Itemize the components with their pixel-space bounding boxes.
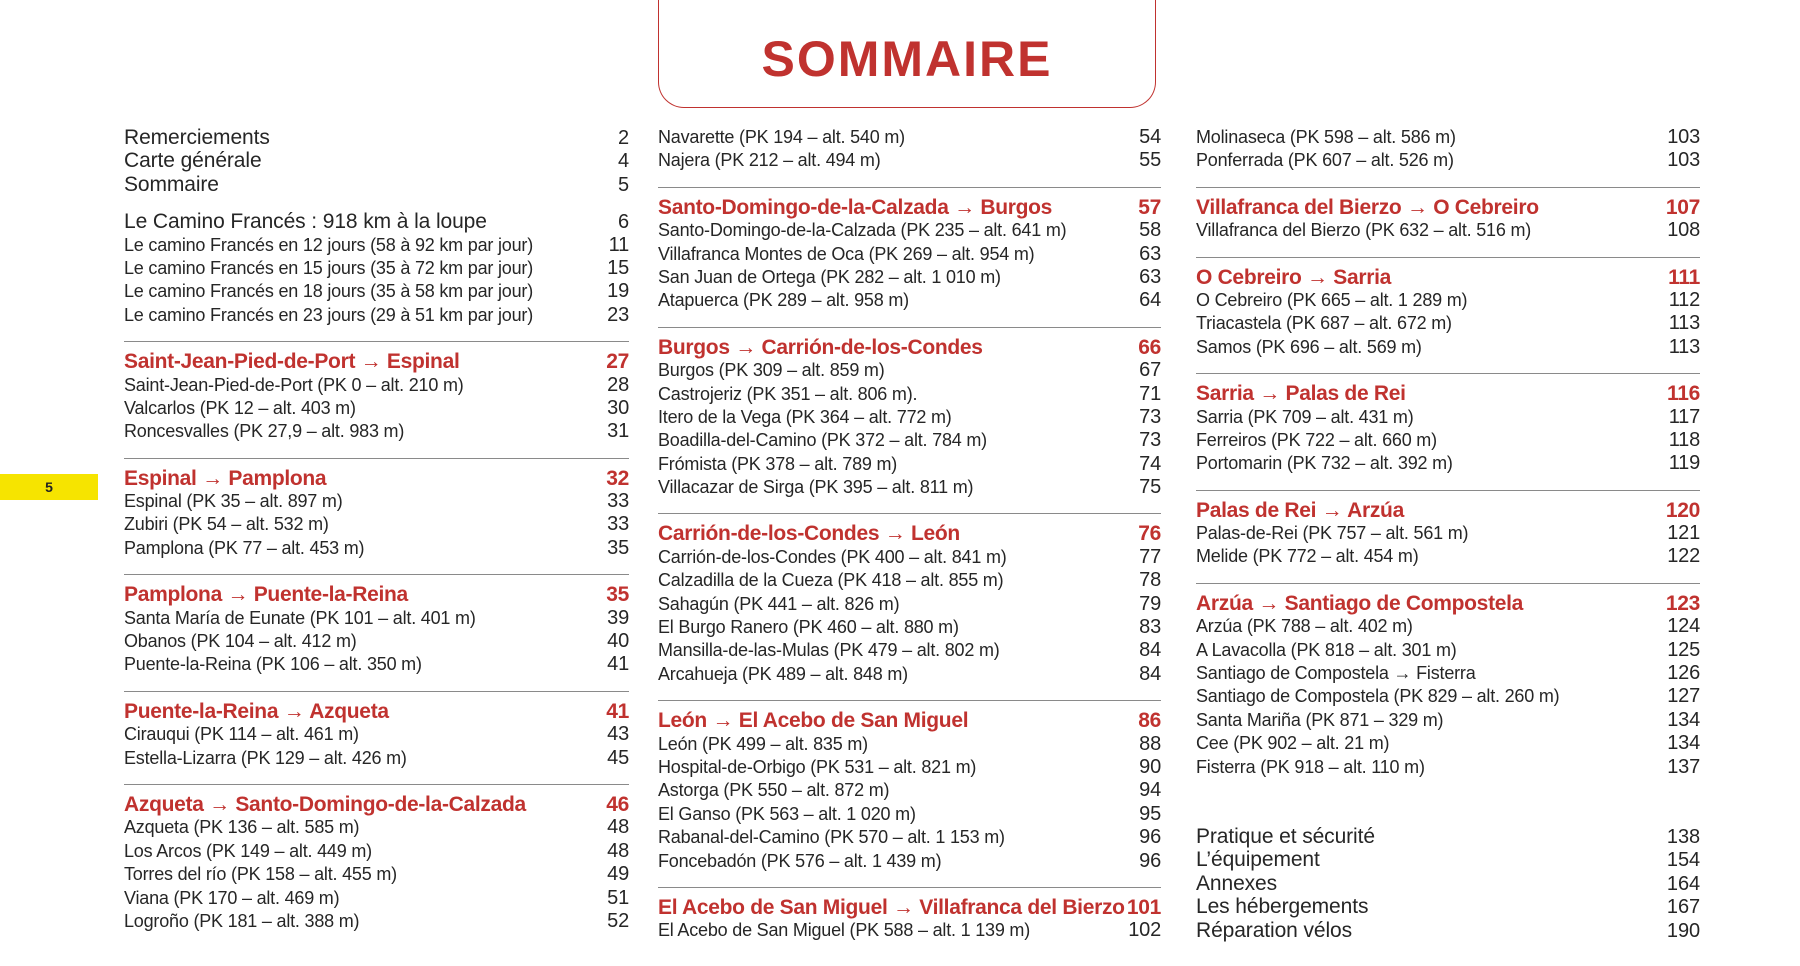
toc-entry-page: 134: [1667, 732, 1700, 755]
toc-entry-page: 40: [607, 630, 629, 653]
toc-entry-page: 167: [1666, 896, 1700, 919]
toc-entry[interactable]: [658, 569, 1161, 592]
toc-entry-label: L’équipement: [1196, 848, 1320, 872]
toc-entry-page: 117: [1668, 405, 1700, 428]
toc-entry-page: 122: [1667, 545, 1700, 568]
toc-section: [1196, 187, 1700, 243]
toc-entry-label: Melide (PK 772 – alt. 454 m): [1196, 546, 1419, 567]
toc-section: [1196, 490, 1700, 569]
toc-entry-label: Itero de la Vega (PK 364 – alt. 772 m): [658, 406, 952, 427]
toc-entry[interactable]: [1196, 732, 1700, 755]
toc-entry-page: 119: [1668, 452, 1700, 475]
toc-entry[interactable]: [1196, 289, 1700, 312]
toc-entry-label: El Ganso (PK 563 – alt. 1 020 m): [658, 803, 916, 824]
toc-entry-label: Astorga (PK 550 – alt. 872 m): [658, 780, 890, 801]
toc-entry-label: Santa María de Eunate (PK 101 – alt. 401 m): [124, 607, 476, 628]
toc-entry-page: 121: [1667, 522, 1700, 545]
toc-entry[interactable]: [124, 149, 629, 172]
toc-entry[interactable]: [1196, 872, 1700, 895]
toc-entry-page: 15: [607, 256, 629, 279]
toc-section-heading[interactable]: [124, 793, 629, 816]
toc-entry-page: 127: [1667, 685, 1700, 708]
toc-entry-label: Puente-la-Reina → Azqueta: [124, 699, 389, 723]
toc-entry[interactable]: [124, 653, 629, 676]
toc-entry-page: 103: [1667, 149, 1700, 172]
toc-group: [658, 126, 1161, 173]
toc-entry[interactable]: [658, 429, 1161, 452]
toc-entry[interactable]: [124, 173, 629, 196]
toc-entry-page: 54: [1139, 126, 1161, 148]
toc-group: [1196, 825, 1700, 942]
toc-entry-label: Sarria (PK 709 – alt. 431 m): [1196, 406, 1414, 427]
toc-entry[interactable]: [658, 289, 1161, 312]
toc-entry-label: Atapuerca (PK 289 – alt. 958 m): [658, 290, 909, 311]
toc-entry-page: 76: [1138, 522, 1161, 546]
toc-entry-page: 30: [607, 396, 629, 419]
toc-section-heading[interactable]: [658, 196, 1161, 219]
toc-entry-label: Valcarlos (PK 12 – alt. 403 m): [124, 397, 356, 418]
toc-section: [658, 887, 1161, 943]
toc-entry[interactable]: [658, 639, 1161, 662]
toc-section-heading[interactable]: [124, 583, 629, 606]
toc-entry[interactable]: [124, 910, 629, 933]
toc-entry[interactable]: [124, 747, 629, 770]
toc-entry[interactable]: [658, 779, 1161, 802]
toc-entry-label: Molinaseca (PK 598 – alt. 586 m): [1196, 127, 1456, 147]
toc-entry-label: Le Camino Francés : 918 km à la loupe: [124, 210, 487, 234]
toc-section-heading[interactable]: [658, 896, 1161, 919]
toc-entry[interactable]: [124, 397, 629, 420]
toc-entry-label: Mansilla-de-las-Mulas (PK 479 – alt. 802 m): [658, 640, 1000, 661]
toc-entry-label: Viana (PK 170 – alt. 469 m): [124, 887, 340, 908]
toc-entry-label: Castrojeriz (PK 351 – alt. 806 m).: [658, 383, 918, 404]
toc-entry[interactable]: [1196, 685, 1700, 708]
toc-entry-label: Puente-la-Reina (PK 106 – alt. 350 m): [124, 654, 422, 675]
toc-section-heading[interactable]: [658, 709, 1161, 732]
title-banner: [658, 0, 1156, 108]
toc-entry[interactable]: [658, 826, 1161, 849]
toc-entry-page: 125: [1667, 638, 1700, 661]
toc-entry-page: 137: [1667, 755, 1700, 778]
toc-section-heading[interactable]: [124, 350, 629, 373]
toc-entry[interactable]: [658, 453, 1161, 476]
toc-section: [124, 574, 629, 677]
toc-entry-page: 33: [607, 490, 629, 513]
toc-section: [1196, 583, 1700, 779]
toc-entry-label: Arcahueja (PK 489 – alt. 848 m): [658, 663, 908, 684]
toc-entry[interactable]: [124, 607, 629, 630]
toc-entry[interactable]: [124, 630, 629, 653]
toc-entry-page: 84: [1139, 639, 1161, 662]
toc-entry-label: Le camino Francés en 12 jours (58 à 92 km par jour): [124, 234, 534, 255]
toc-entry[interactable]: [1196, 219, 1700, 242]
toc-entry-page: 55: [1139, 149, 1161, 172]
toc-entry-label: Carrión-de-los-Condes (PK 400 – alt. 841 m): [658, 546, 1007, 567]
toc-entry[interactable]: [1196, 545, 1700, 568]
toc-entry-page: 58: [1139, 219, 1161, 242]
page-number-tab: [0, 474, 98, 500]
toc-entry-label: Carte générale: [124, 149, 262, 173]
toc-entry[interactable]: [124, 234, 629, 257]
toc-entry-page: 48: [607, 839, 629, 862]
toc-entry-page: 51: [607, 886, 629, 909]
toc-entry[interactable]: [1196, 452, 1700, 475]
toc-entry-page: 88: [1139, 732, 1161, 755]
toc-entry-page: 27: [606, 350, 629, 374]
toc-entry-label: Palas de Rei → Arzúa: [1196, 498, 1404, 522]
toc-entry-label: Frómista (PK 378 – alt. 789 m): [658, 453, 898, 474]
toc-entry[interactable]: [658, 406, 1161, 429]
toc-entry-page: 35: [607, 536, 629, 559]
toc-section-heading[interactable]: [1196, 382, 1700, 405]
toc-entry-page: 39: [607, 606, 629, 629]
toc-entry[interactable]: [124, 723, 629, 746]
toc-section: [1196, 373, 1700, 476]
toc-entry-label: Roncesvalles (PK 27,9 – alt. 983 m): [124, 421, 405, 442]
toc-entry-label: Espinal (PK 35 – alt. 897 m): [124, 491, 343, 512]
toc-entry-page: 64: [1139, 289, 1161, 312]
toc-entry-page: 4: [617, 150, 629, 173]
toc-entry-label: Cirauqui (PK 114 – alt. 461 m): [124, 724, 359, 745]
toc-entry-page: 102: [1128, 919, 1161, 942]
toc-entry[interactable]: [658, 149, 1161, 172]
toc-entry-page: 138: [1666, 825, 1700, 848]
toc-entry-label: El Acebo de San Miguel → Villafranca del Bierzo: [658, 895, 1125, 919]
toc-entry-page: 154: [1666, 849, 1700, 872]
toc-entry[interactable]: [658, 919, 1161, 942]
toc-entry[interactable]: [124, 816, 629, 839]
toc-entry-page: 107: [1665, 195, 1700, 219]
toc-entry-page: 94: [1139, 779, 1161, 802]
toc-entry-page: 86: [1138, 709, 1161, 733]
toc-entry-label: Samos (PK 696 – alt. 569 m): [1196, 336, 1422, 357]
toc-entry-page: 63: [1139, 242, 1161, 265]
toc-entry[interactable]: [658, 266, 1161, 289]
toc-entry-page: 116: [1667, 382, 1700, 406]
toc-entry-page: 48: [607, 816, 629, 839]
toc-entry[interactable]: [124, 210, 629, 233]
toc-entry-page: 123: [1665, 591, 1700, 615]
toc-entry-page: 84: [1139, 662, 1161, 685]
toc-entry[interactable]: [658, 546, 1161, 569]
toc-entry-label: Sahagún (PK 441 – alt. 826 m): [658, 593, 900, 614]
toc-entry-page: 73: [1139, 429, 1161, 452]
toc-entry-page: 74: [1139, 452, 1161, 475]
toc-entry-label: Rabanal-del-Camino (PK 570 – alt. 1 153 m): [658, 827, 1005, 848]
toc-entry[interactable]: [1196, 615, 1700, 638]
toc-entry-page: 52: [607, 909, 629, 932]
toc-entry-page: 112: [1668, 288, 1700, 311]
toc-entry-page: 67: [1139, 359, 1161, 382]
toc-entry-label: Arzúa (PK 788 – alt. 402 m): [1196, 616, 1413, 637]
toc-entry-label: Sarria → Palas de Rei: [1196, 382, 1406, 406]
toc-entry-label: Torres del río (PK 158 – alt. 455 m): [124, 864, 397, 885]
toc-entry-page: 134: [1667, 708, 1700, 731]
toc-column-1: [124, 126, 629, 933]
toc-entry-label: Azqueta → Santo-Domingo-de-la-Calzada: [124, 792, 526, 816]
toc-entry-page: 5: [617, 173, 629, 196]
toc-entry[interactable]: [124, 257, 629, 280]
toc-section-heading[interactable]: [124, 700, 629, 723]
toc-entry-page: 164: [1666, 872, 1700, 895]
toc-entry-page: 113: [1668, 335, 1700, 358]
toc-entry[interactable]: [658, 383, 1161, 406]
toc-entry[interactable]: [658, 219, 1161, 242]
toc-entry-label: Fisterra (PK 918 – alt. 110 m): [1196, 756, 1425, 777]
toc-entry-page: 108: [1667, 219, 1700, 242]
toc-entry-page: 118: [1668, 428, 1700, 451]
toc-entry-label: Pamplona → Puente-la-Reina: [124, 583, 408, 607]
toc-section: [124, 784, 629, 933]
toc-entry-page: 49: [607, 863, 629, 886]
toc-entry[interactable]: [1196, 756, 1700, 779]
toc-entry[interactable]: [124, 513, 629, 536]
toc-entry-label: A Lavacolla (PK 818 – alt. 301 m): [1196, 639, 1457, 660]
toc-entry-page: 90: [1139, 755, 1161, 778]
toc-entry-label: Villafranca Montes de Oca (PK 269 – alt. 954 m): [658, 243, 1035, 264]
toc-entry-page: 77: [1139, 545, 1161, 568]
toc-entry-label: Navarette (PK 194 – alt. 540 m): [658, 127, 905, 147]
toc-entry-page: 41: [606, 699, 629, 723]
toc-section: [658, 700, 1161, 873]
toc-entry-label: O Cebreiro (PK 665 – alt. 1 289 m): [1196, 289, 1468, 310]
toc-entry[interactable]: [1196, 149, 1700, 172]
toc-entry-page: 46: [606, 792, 629, 816]
toc-entry[interactable]: [658, 803, 1161, 826]
toc-section-heading[interactable]: [124, 467, 629, 490]
toc-entry[interactable]: [1196, 429, 1700, 452]
toc-entry[interactable]: [658, 850, 1161, 873]
toc-entry-page: 111: [1668, 265, 1700, 289]
toc-section: [658, 513, 1161, 686]
toc-entry[interactable]: [124, 126, 629, 149]
toc-entry[interactable]: [1196, 126, 1700, 149]
toc-entry[interactable]: [1196, 895, 1700, 918]
toc-entry-label: Arzúa → Santiago de Compostela: [1196, 591, 1524, 615]
toc-entry[interactable]: [658, 756, 1161, 779]
toc-entry-label: Saint-Jean-Pied-de-Port → Espinal: [124, 350, 460, 374]
toc-entry-page: 11: [608, 233, 629, 256]
toc-entry-page: 126: [1667, 662, 1700, 685]
toc-entry-page: 32: [606, 466, 629, 490]
toc-section-heading[interactable]: [658, 522, 1161, 545]
toc-entry-page: 101: [1126, 895, 1161, 919]
toc-entry[interactable]: [1196, 919, 1700, 942]
toc-entry[interactable]: [1196, 336, 1700, 359]
toc-section-heading[interactable]: [1196, 499, 1700, 522]
toc-entry-page: 28: [607, 373, 629, 396]
toc-entry-label: Pratique et sécurité: [1196, 824, 1375, 848]
toc-entry-label: Calzadilla de la Cueza (PK 418 – alt. 855 m): [658, 570, 1004, 591]
toc-entry-page: 57: [1138, 195, 1161, 219]
toc-entry-label: Les hébergements: [1196, 895, 1369, 919]
toc-entry-page: 190: [1666, 919, 1700, 942]
toc-entry-page: 71: [1139, 382, 1161, 405]
toc-entry-label: Santo-Domingo-de-la-Calzada (PK 235 – alt. 641 m): [658, 220, 1067, 241]
toc-entry-page: 31: [607, 420, 629, 443]
toc-entry-label: Ferreiros (PK 722 – alt. 660 m): [1196, 429, 1437, 450]
toc-entry[interactable]: [1196, 662, 1700, 685]
toc-entry-label: Burgos → Carrión-de-los-Condes: [658, 335, 983, 359]
toc-entry-label: El Acebo de San Miguel (PK 588 – alt. 1 139 m): [658, 920, 1031, 941]
toc-entry-label: Villacazar de Sirga (PK 395 – alt. 811 m): [658, 477, 974, 498]
toc-entry-page: 113: [1668, 312, 1700, 335]
toc-entry[interactable]: [1196, 848, 1700, 871]
toc-entry-page: 66: [1138, 335, 1161, 359]
toc-entry-page: 83: [1139, 616, 1161, 639]
toc-entry-label: Najera (PK 212 – alt. 494 m): [658, 150, 881, 171]
toc-entry-label: Santiago de Compostela (PK 829 – alt. 260 m): [1196, 686, 1560, 707]
toc-entry[interactable]: [658, 733, 1161, 756]
toc-entry[interactable]: [658, 476, 1161, 499]
toc-entry-page: 124: [1667, 615, 1700, 638]
toc-entry-label: Santa Mariña (PK 871 – 329 m): [1196, 709, 1444, 730]
toc-entry-page: 96: [1139, 826, 1161, 849]
toc-group: [1196, 126, 1700, 173]
toc-entry-page: 35: [606, 583, 629, 607]
toc-entry-label: Ponferrada (PK 607 – alt. 526 m): [1196, 150, 1454, 171]
toc-entry-label: Estella-Lizarra (PK 129 – alt. 426 m): [124, 747, 407, 768]
toc-entry-label: León → El Acebo de San Miguel: [658, 709, 969, 733]
toc-entry-page: 2: [617, 127, 629, 149]
toc-entry-label: Santiago de Compostela → Fisterra: [1196, 663, 1476, 684]
toc-entry-label: Le camino Francés en 15 jours (35 à 72 km par jour): [124, 257, 534, 278]
toc-entry-page: 33: [607, 513, 629, 536]
toc-entry[interactable]: [124, 863, 629, 886]
toc-entry-label: Santo-Domingo-de-la-Calzada → Burgos: [658, 195, 1053, 219]
toc-entry-label: Remerciements: [124, 126, 270, 149]
toc-entry[interactable]: [658, 616, 1161, 639]
toc-entry-page: 120: [1665, 498, 1700, 522]
toc-entry-page: 41: [607, 653, 629, 676]
toc-entry-label: Carrión-de-los-Condes → León: [658, 522, 960, 546]
toc-entry[interactable]: [124, 490, 629, 513]
toc-entry[interactable]: [124, 304, 629, 327]
toc-entry-label: O Cebreiro → Sarria: [1196, 265, 1392, 289]
toc-entry-label: Palas-de-Rei (PK 757 – alt. 561 m): [1196, 523, 1469, 544]
toc-entry-label: Villafranca del Bierzo (PK 632 – alt. 516 m): [1196, 220, 1532, 241]
toc-section: [124, 458, 629, 561]
toc-entry-page: 19: [607, 280, 629, 303]
toc-entry[interactable]: [124, 374, 629, 397]
toc-entry[interactable]: [124, 280, 629, 303]
toc-section: [124, 341, 629, 444]
toc-entry[interactable]: [658, 593, 1161, 616]
toc-entry-page: 75: [1139, 476, 1161, 499]
toc-entry-label: Zubiri (PK 54 – alt. 532 m): [124, 514, 329, 535]
toc-entry-label: Cee (PK 902 – alt. 21 m): [1196, 733, 1390, 754]
toc-entry-page: 6: [617, 211, 629, 234]
toc-entry-label: Saint-Jean-Pied-de-Port (PK 0 – alt. 210 m): [124, 374, 464, 395]
toc-entry-label: Réparation vélos: [1196, 918, 1352, 942]
toc-section: [658, 327, 1161, 500]
toc-section-heading[interactable]: [658, 336, 1161, 359]
toc-entry-page: 45: [607, 746, 629, 769]
toc-entry-page: 79: [1139, 592, 1161, 615]
page-number: 5: [45, 479, 53, 495]
toc-entry[interactable]: [658, 243, 1161, 266]
toc-entry[interactable]: [1196, 639, 1700, 662]
page-title: SOMMAIRE: [761, 31, 1053, 87]
toc-section-heading[interactable]: [1196, 592, 1700, 615]
toc-entry-page: 73: [1139, 405, 1161, 428]
toc-entry[interactable]: [1196, 522, 1700, 545]
toc-entry[interactable]: [658, 126, 1161, 149]
toc-entry-label: Hospital-de-Orbigo (PK 531 – alt. 821 m): [658, 756, 977, 777]
toc-entry-label: Annexes: [1196, 871, 1278, 895]
toc-entry[interactable]: [124, 887, 629, 910]
toc-entry-label: Pamplona (PK 77 – alt. 453 m): [124, 537, 365, 558]
toc-entry[interactable]: [124, 840, 629, 863]
toc-section: [658, 187, 1161, 313]
toc-entry-label: El Burgo Ranero (PK 460 – alt. 880 m): [658, 617, 959, 638]
toc-entry-page: 103: [1667, 126, 1700, 148]
toc-entry-label: Le camino Francés en 18 jours (35 à 58 km par jour): [124, 281, 534, 302]
toc-entry-label: Le camino Francés en 23 jours (29 à 51 km par jour): [124, 304, 534, 325]
toc-entry-label: Sommaire: [124, 172, 219, 196]
toc-entry-page: 63: [1139, 265, 1161, 288]
toc-column-3: [1196, 126, 1700, 942]
toc-entry-page: 96: [1139, 849, 1161, 872]
toc-entry[interactable]: [1196, 709, 1700, 732]
toc-entry[interactable]: [1196, 406, 1700, 429]
toc-entry-page: 78: [1139, 569, 1161, 592]
toc-entry[interactable]: [124, 420, 629, 443]
toc-entry-label: Obanos (PK 104 – alt. 412 m): [124, 631, 357, 652]
toc-entry[interactable]: [1196, 312, 1700, 335]
toc-section: [124, 691, 629, 770]
toc-entry-label: Boadilla-del-Camino (PK 372 – alt. 784 m): [658, 430, 987, 451]
toc-entry[interactable]: [124, 537, 629, 560]
toc-entry-label: Azqueta (PK 136 – alt. 585 m): [124, 817, 360, 838]
toc-group: [124, 126, 629, 196]
toc-entry-label: Portomarin (PK 732 – alt. 392 m): [1196, 453, 1453, 474]
toc-entry-label: León (PK 499 – alt. 835 m): [658, 733, 868, 754]
toc-section-heading[interactable]: [1196, 266, 1700, 289]
toc-entry-label: Los Arcos (PK 149 – alt. 449 m): [124, 840, 372, 861]
toc-entry-page: 95: [1139, 802, 1161, 825]
toc-entry-label: Villafranca del Bierzo → O Cebreiro: [1196, 195, 1539, 219]
toc-group: [124, 210, 629, 327]
toc-entry-label: San Juan de Ortega (PK 282 – alt. 1 010 m): [658, 266, 1001, 287]
toc-entry-page: 23: [607, 303, 629, 326]
toc-entry-label: Triacastela (PK 687 – alt. 672 m): [1196, 313, 1452, 334]
toc-entry-label: Espinal → Pamplona: [124, 466, 327, 490]
toc-entry[interactable]: [658, 359, 1161, 382]
toc-column-2: [658, 126, 1161, 943]
toc-entry-label: Foncebadón (PK 576 – alt. 1 439 m): [658, 850, 942, 871]
toc-section-heading[interactable]: [1196, 196, 1700, 219]
toc-entry-label: Burgos (PK 309 – alt. 859 m): [658, 360, 885, 381]
toc-section: [1196, 257, 1700, 360]
toc-entry-page: 43: [607, 723, 629, 746]
toc-entry[interactable]: [1196, 825, 1700, 848]
toc-entry-label: Logroño (PK 181 – alt. 388 m): [124, 910, 360, 931]
toc-entry[interactable]: [658, 663, 1161, 686]
